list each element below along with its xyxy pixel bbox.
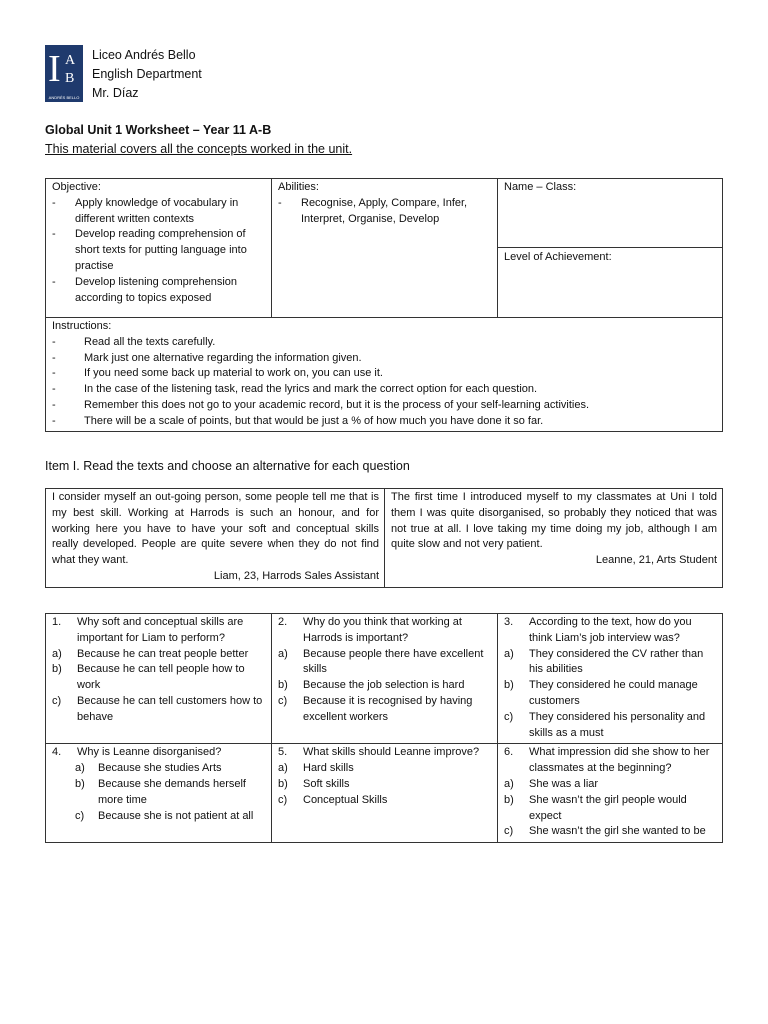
question-text: Why soft and conceptual skills are important for Liam to perform?	[77, 616, 244, 644]
option-letter: b)	[52, 663, 62, 676]
instruction-item: - Read all the texts carefully.	[52, 335, 717, 351]
answer-option[interactable]	[52, 694, 266, 726]
option-letter: b)	[504, 793, 514, 806]
answer-option[interactable]	[52, 809, 266, 825]
question-number: 3.	[504, 616, 514, 628]
logo-caption: ANDRÉS BELLO	[48, 95, 80, 100]
option-text: She wasn’t the girl people would expect	[529, 793, 687, 822]
instruction-item: - If you need some back up material to work on, you can use it.	[52, 366, 717, 382]
text-leanne-cell	[385, 489, 723, 588]
option-text: Conceptual Skills	[303, 793, 388, 806]
question-number: 5.	[278, 746, 288, 759]
question-number: 6.	[504, 746, 514, 759]
abilities-list	[278, 196, 492, 228]
answer-option[interactable]	[278, 694, 492, 726]
objective-item: - Develop reading comprehension of short texts for putting language into practise	[52, 227, 266, 274]
option-text: Because he can treat people better	[77, 647, 249, 660]
name-class-cell[interactable]	[498, 179, 723, 248]
text-liam-author: Liam, 23, Harrods Sales Assistant	[213, 569, 379, 582]
question-2	[278, 615, 492, 647]
option-letter: b)	[278, 777, 288, 790]
question-cell-5	[272, 744, 498, 843]
questions-table	[45, 613, 723, 843]
option-text: They considered he could manage customers	[529, 679, 698, 707]
option-text: Because people there have excellent skills	[303, 647, 484, 676]
department-name: English Department	[92, 67, 202, 81]
question-cell-6	[498, 744, 723, 843]
question-text: Why do you think that working at Harrods is important?	[303, 616, 462, 644]
instructions-list	[52, 335, 717, 430]
worksheet-title: Global Unit 1 Worksheet – Year 11 A-B	[45, 123, 272, 137]
option-letter: a)	[278, 647, 288, 660]
answer-option[interactable]	[278, 777, 492, 793]
question-text: Why is Leanne disorganised?	[77, 746, 222, 759]
objective-item: - Apply knowledge of vocabulary in different written contexts	[52, 196, 266, 228]
option-text: She wasn’t the girl she wanted to be	[529, 825, 706, 838]
answer-option[interactable]	[504, 777, 717, 793]
question-cell-3	[498, 614, 723, 744]
question-4	[52, 745, 266, 761]
abilities-label: Abilities:	[278, 181, 319, 193]
answer-option[interactable]	[504, 824, 717, 840]
question-cell-1	[46, 614, 272, 744]
option-text: Hard skills	[303, 762, 354, 775]
option-text: Because she is not patient at all	[98, 809, 254, 822]
option-letter: a)	[52, 647, 62, 660]
answer-option[interactable]	[278, 793, 492, 809]
logo-letter-b: B	[65, 71, 75, 86]
option-text: Because she studies Arts	[98, 762, 222, 775]
objective-item: - Develop listening comprehension according to topics exposed	[52, 275, 266, 307]
instructions-cell	[46, 318, 723, 432]
instruction-item: - In the case of the listening task, read the lyrics and mark the correct option for each question.	[52, 382, 717, 398]
option-text: Because he can tell customers how to behave	[77, 694, 263, 723]
question-3	[504, 615, 717, 647]
answer-option[interactable]	[278, 761, 492, 777]
info-table	[45, 178, 723, 432]
question-text: What impression did she show to her classmates at the beginning?	[529, 746, 710, 775]
name-class-label: Name – Class:	[504, 181, 577, 193]
option-letter: c)	[278, 793, 288, 806]
answer-option[interactable]	[52, 647, 266, 663]
objective-list	[52, 196, 266, 307]
answer-option[interactable]	[278, 678, 492, 694]
answer-option[interactable]	[504, 710, 717, 742]
text-leanne-author: Leanne, 21, Arts Student	[595, 554, 717, 567]
school-name: Liceo Andrés Bello	[92, 48, 196, 62]
text-liam-body: I consider myself an out-going person, some people tell me that is my best skill. Working at Harrods is such an honour, and for working here you have to have your soft and conceptual skills really developed. People are quite severe when they do not find what they want.	[52, 491, 379, 567]
question-number: 4.	[52, 746, 62, 759]
option-text: She was a liar	[529, 777, 599, 790]
option-letter: b)	[278, 679, 288, 692]
option-letter: c)	[504, 710, 514, 723]
option-letter: a)	[75, 762, 85, 775]
school-logo	[45, 45, 83, 102]
logo-letter-a: A	[65, 53, 76, 68]
achievement-cell[interactable]	[498, 248, 723, 318]
instruction-item: - There will be a scale of points, but that would be just a % of how much you have done it so far.	[52, 414, 717, 430]
teacher-name: Mr. Díaz	[92, 86, 139, 100]
question-text: What skills should Leanne improve?	[303, 746, 480, 759]
option-letter: a)	[278, 762, 288, 775]
answer-option[interactable]	[52, 761, 266, 777]
answer-option[interactable]	[52, 777, 266, 809]
option-text: Soft skills	[303, 777, 350, 790]
question-5	[278, 745, 492, 761]
question-1	[52, 615, 266, 647]
answer-option[interactable]	[504, 793, 717, 825]
option-letter: a)	[504, 647, 514, 660]
option-text: They considered the CV rather than his abilities	[529, 647, 704, 676]
text-leanne-body: The first time I introduced myself to my classmates at Uni I told them I was quite disorganised, so probably they noticed that was not true at all. I love taking my time doing my job, although I am quite slow and not very patient.	[391, 491, 717, 551]
instruction-item: - Remember this does not go to your academic record, but it is the process of your self-learning activities.	[52, 398, 717, 414]
option-letter: c)	[278, 694, 288, 707]
answer-option[interactable]	[278, 647, 492, 679]
option-letter: c)	[75, 809, 85, 822]
question-cell-2	[272, 614, 498, 744]
objective-cell	[46, 179, 272, 318]
question-6	[504, 745, 717, 777]
abilities-cell	[272, 179, 498, 318]
abilities-item: - Recognise, Apply, Compare, Infer, Interpret, Organise, Develop	[278, 196, 492, 228]
option-letter: a)	[504, 777, 514, 790]
option-text: Because he can tell people how to work	[77, 663, 245, 692]
option-text: Because the job selection is hard	[303, 679, 465, 692]
answer-option[interactable]	[52, 662, 266, 694]
option-text: Because she demands herself more time	[98, 777, 246, 806]
option-letter: b)	[75, 777, 85, 790]
school-info	[92, 45, 202, 103]
option-text: Because it is recognised by having excellent workers	[303, 694, 473, 723]
text-liam-cell	[46, 489, 385, 588]
worksheet-subtitle: This material covers all the concepts worked in the unit.	[45, 142, 353, 156]
instruction-item: - Mark just one alternative regarding the information given.	[52, 351, 717, 367]
texts-table	[45, 488, 723, 588]
school-header	[45, 45, 202, 103]
item-title: Item I. Read the texts and choose an alternative for each question	[45, 459, 410, 473]
answer-option[interactable]	[504, 647, 717, 679]
instructions-label: Instructions:	[52, 320, 112, 332]
achievement-label: Level of Achievement:	[504, 251, 612, 263]
objective-label: Objective:	[52, 181, 101, 193]
question-text: According to the text, how do you think Liam’s job interview was?	[529, 616, 692, 644]
logo-letter-i: I	[48, 48, 61, 90]
question-cell-4	[46, 744, 272, 843]
option-letter: c)	[504, 825, 514, 838]
question-number: 2.	[278, 616, 288, 628]
option-letter: b)	[504, 679, 514, 692]
answer-option[interactable]	[504, 678, 717, 710]
option-letter: c)	[52, 694, 62, 707]
question-number: 1.	[52, 616, 62, 628]
option-text: They considered his personality and skills as a must	[529, 710, 706, 739]
